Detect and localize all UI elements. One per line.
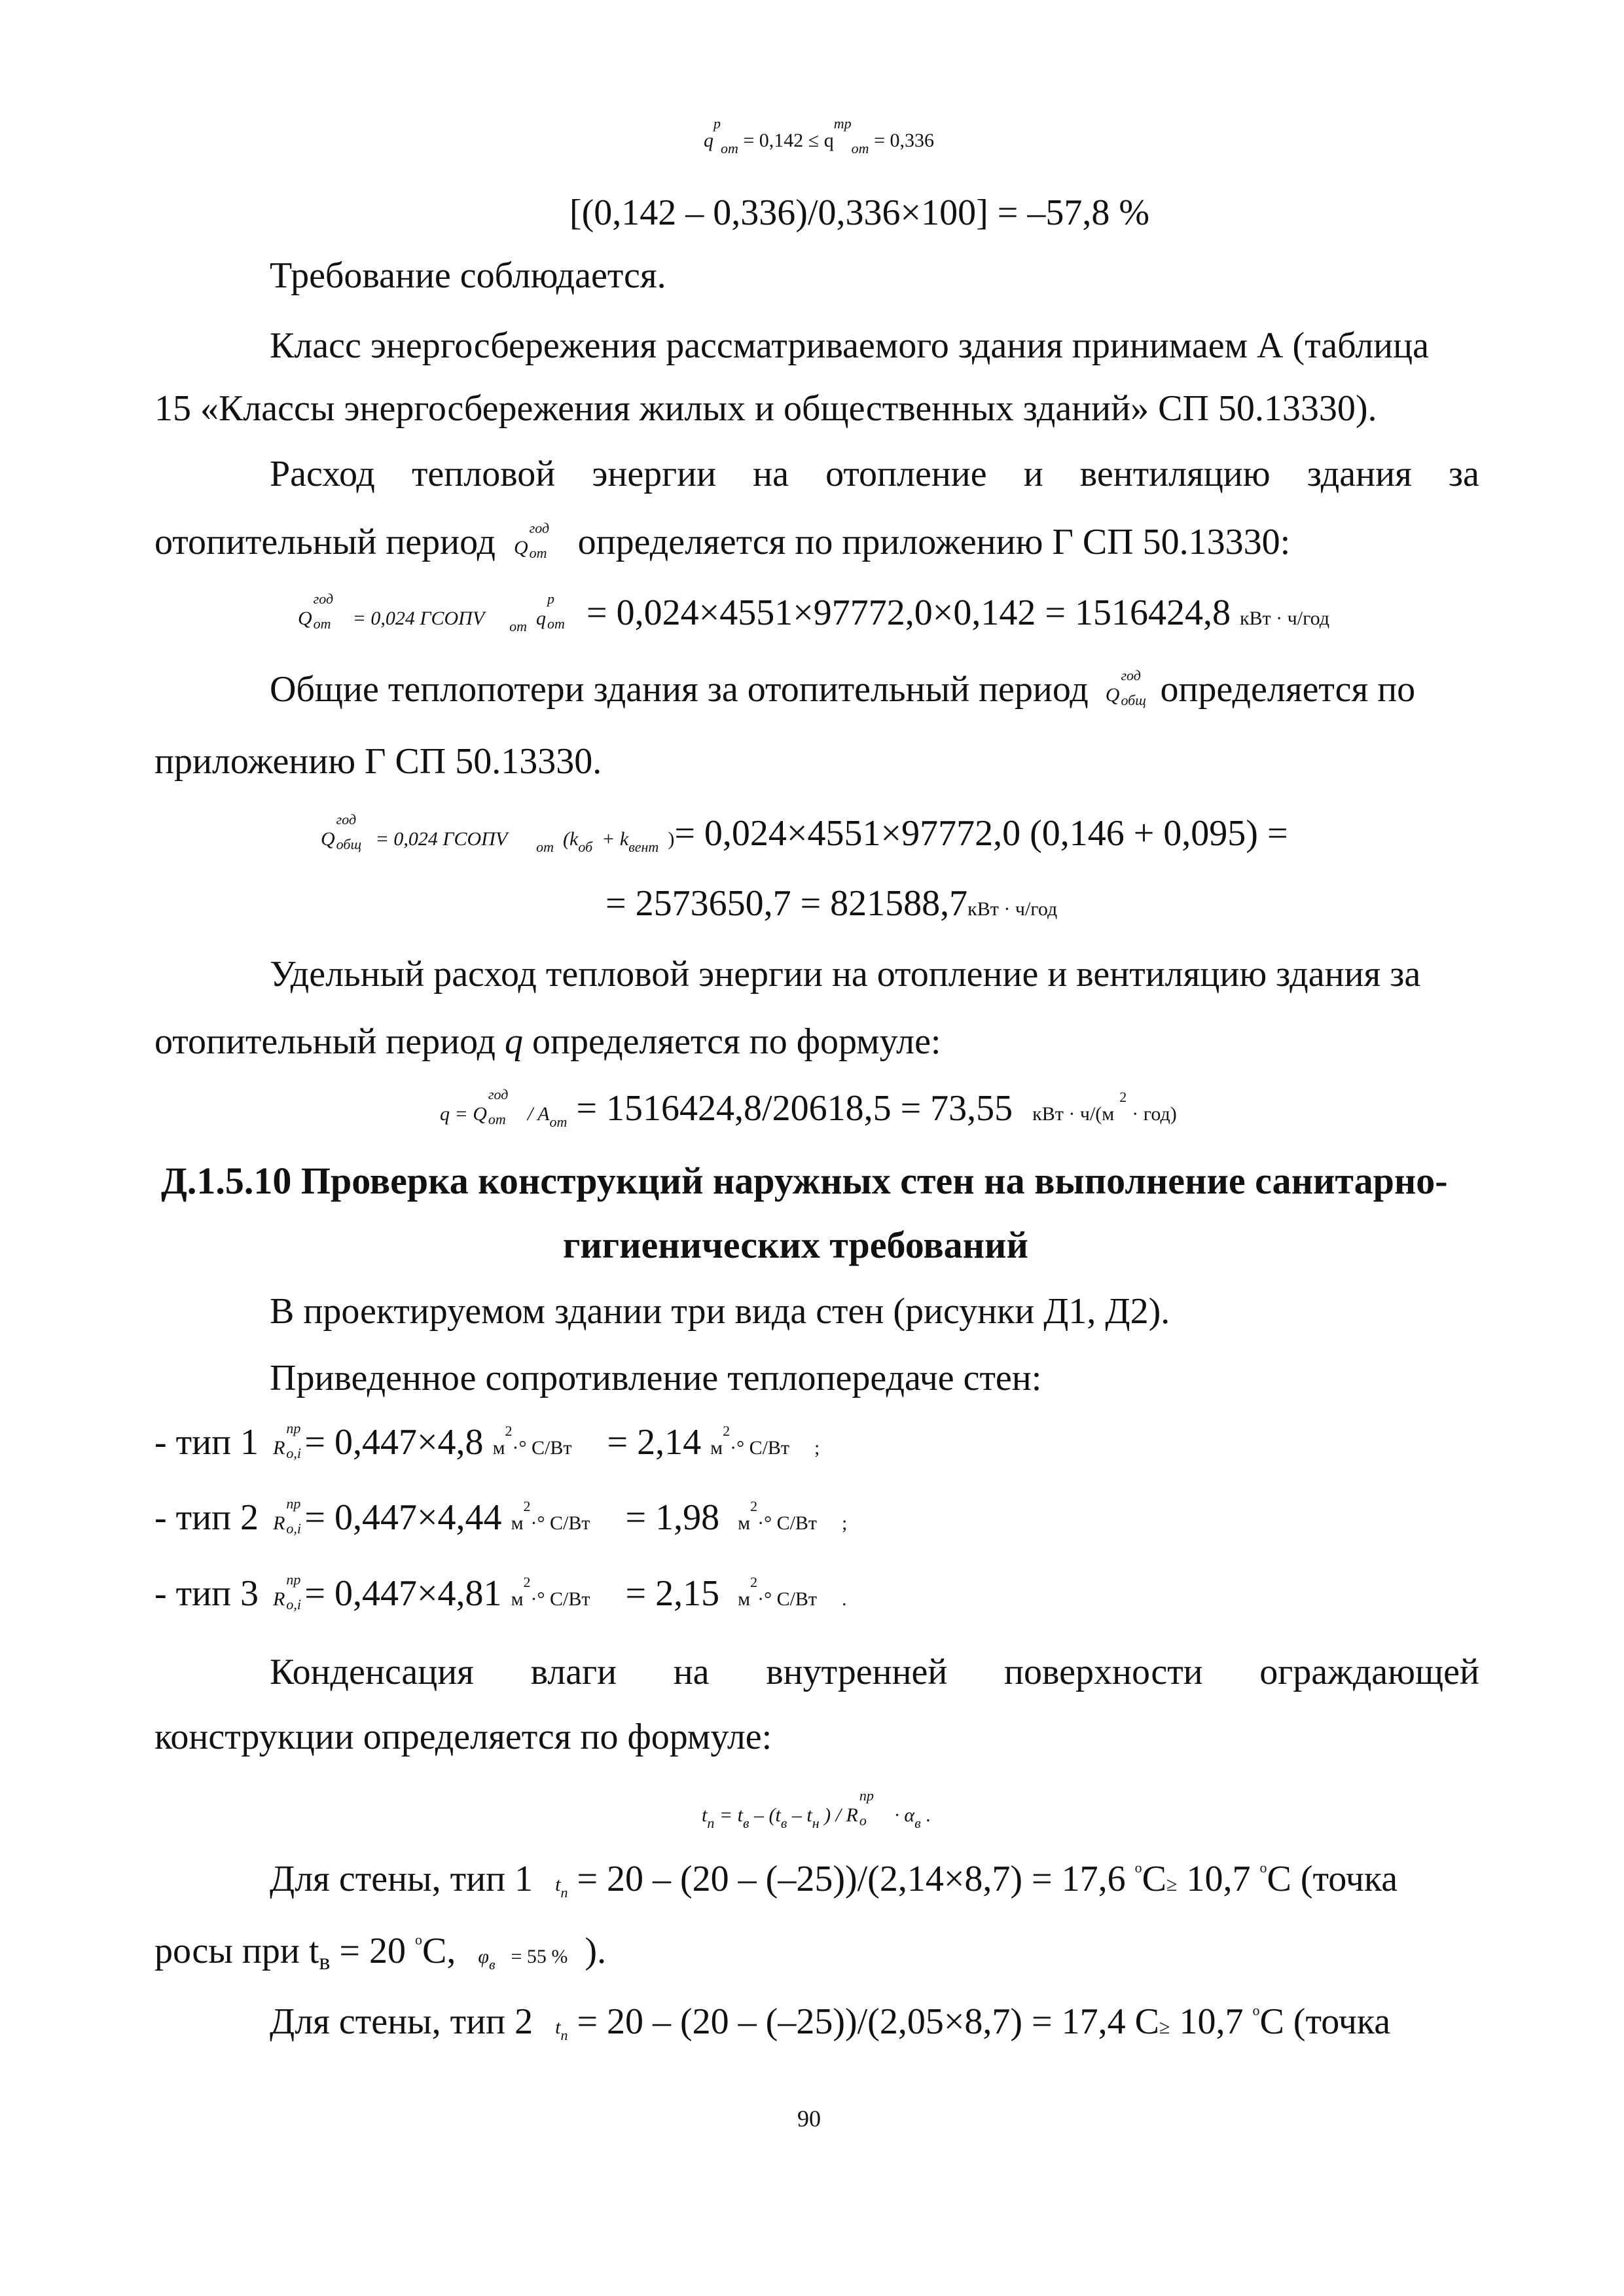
paragraph-losses-line1: Общие теплопотери здания за отопительный период Q год общ определяется по (270, 667, 1416, 710)
formula-surface-temperature: $t_п = t_в - (t_в - t_н$ ) / R пр о · $\alpha_в$ . (702, 1787, 931, 1831)
paragraph-heat-line2: отопительный период Q год от определяется по приложению Г СП 50.13330: (154, 520, 1291, 562)
formula-annual-heat: Q год от = 0,024 ГСОПV от q р от = 0,024×4551×97772,0×0,142 = 1516424,8 кВт · ч/год (298, 591, 1330, 634)
section-heading-line1: Д.1.5.10 Проверка конструкций наружных стен на выполнение санитарно- (161, 1159, 1448, 1202)
paragraph-requirement: Требование соблюдается. (270, 255, 666, 296)
formula-percentage: [(0,142 – 0,336)/0,336×100] = –57,8 % (569, 192, 1149, 233)
formula-total-losses: Q год общ = 0,024 ГСОПV от (kоб + kвент )= 0,024×4551×97772,0 (0,146 + 0,095) = (321, 811, 1288, 855)
paragraph-class-line2: 15 «Классы энергосбережения жилых и общественных зданий» СП 50.13330). (154, 388, 1377, 429)
formula-total-losses-result: = 2573650,7 = 821588,7кВт · ч/год (605, 883, 1058, 924)
paragraph-resistance: Приведенное сопротивление теплопередаче стен: (270, 1358, 1042, 1398)
formula-q-comparison: $q^p_{от} = 0,142 \le q^{тр}_{от} = 0,336$ (704, 115, 934, 156)
wall-type-2: - тип 2 R пр о,i = 0,447×4,44 $м^2\cdot^\circ$ С/Вт = 1,98 $м^2\cdot^\circ$ С/Вт ; (154, 1495, 848, 1538)
paragraph-specific-line2: отопительный период q определяется по формуле: (154, 1021, 941, 1062)
paragraph-condensation-line2: конструкции определяется по формуле: (154, 1717, 772, 1757)
wall-type-3: - тип 3 R пр о,i = 0,447×4,81 $м^2\cdot^\circ$ С/Вт = 2,15 $м^2\cdot^\circ$ С/Вт . (154, 1571, 847, 1614)
wall-type-1: - тип 1 R пр о,i = 0,447×4,8 $м^2\cdot^\circ$ С/Вт = 2,14 $м^2\cdot^\circ$ С/Вт ; (154, 1420, 820, 1463)
check-wall-type-2: Для стены, тип 2 tп = 20 – (20 – (–25))/(2,05×8,7) = 17,4 С≥ 10,7 $^о$С (точка (270, 2001, 1391, 2043)
paragraph-specific-line1: Удельный расход тепловой энергии на отопление и вентиляцию здания за (270, 954, 1421, 994)
check-wall-type-1: Для стены, тип 1 tп = 20 – (20 – (–25))/(2,14×8,7) = 17,6 $^о$С≥ 10,7 $^о$С (точка (270, 1859, 1398, 1901)
paragraph-wall-types: В проектируемом здании три вида стен (рисунки Д1, Д2). (270, 1291, 1170, 1332)
paragraph-class-line1: Класс энергосбережения рассматриваемого здания принимаем А (таблица (270, 325, 1429, 366)
formula-specific-consumption: q = Q год от / Aот = 1516424,8/20618,5 = 73,55 кВт · $ч/(м^2\cdot год)$ (440, 1086, 1177, 1130)
section-heading-line2: гигиенических требований (563, 1224, 1028, 1266)
page-number: 90 (797, 2105, 821, 2132)
paragraph-heat-line1: Расход тепловой энергии на отопление и вентиляцию здания за (270, 454, 1479, 494)
paragraph-condensation-line1: Конденсация влаги на внутренней поверхности ограждающей (270, 1652, 1479, 1692)
check-wall-type-1-line2: росы при tв = 20 $^о$С, φв = 55 % ). (154, 1931, 607, 1975)
paragraph-losses-line2: приложению Г СП 50.13330. (154, 741, 602, 782)
